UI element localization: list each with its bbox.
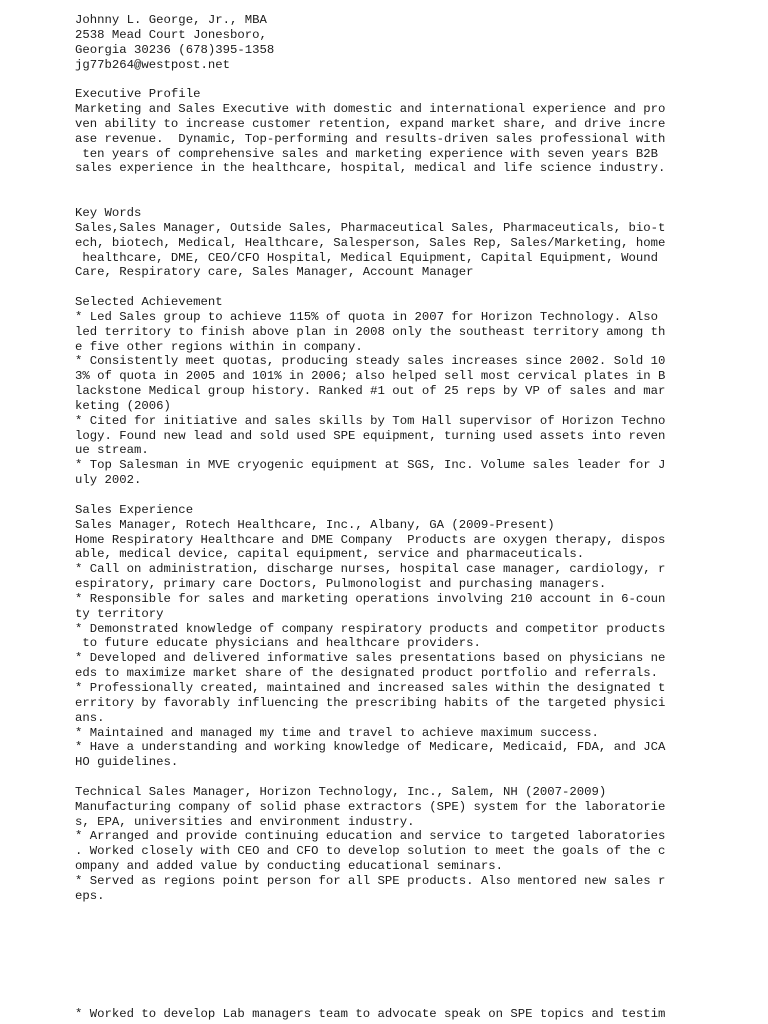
text-line: e five other regions within in company. xyxy=(75,339,363,354)
contact-email: jg77b264@westpost.net xyxy=(75,57,230,72)
spacer xyxy=(75,191,755,206)
text-line: * Professionally created, maintained and increased sales within the designated t xyxy=(75,680,666,695)
contact-address-line2: Georgia 30236 (678)395-1358 xyxy=(75,42,275,57)
job-title: Sales Manager, Rotech Healthcare, Inc., Albany, GA (2009-Present) xyxy=(75,517,555,532)
text-line: Marketing and Sales Executive with domestic and international experience and pro xyxy=(75,102,666,117)
text-line: * Responsible for sales and marketing operations involving 210 account in 6-coun xyxy=(75,591,666,606)
text-line: ue stream. xyxy=(75,443,149,458)
text-line: * Led Sales group to achieve 115% of quota in 2007 for Horizon Technology. Also xyxy=(75,309,658,324)
section-heading: Sales Experience xyxy=(75,502,194,517)
text-line: Home Respiratory Healthcare and DME Company Products are oxygen therapy, dispos xyxy=(75,532,666,547)
text-line: * Have a understanding and working knowledge of Medicare, Medicaid, FDA, and JCA xyxy=(75,740,666,755)
text-line: Care, Respiratory care, Sales Manager, Account Manager xyxy=(75,265,474,280)
text-line: * Developed and delivered informative sales presentations based on physicians ne xyxy=(75,651,666,666)
contact-name: Johnny L. George, Jr., MBA xyxy=(75,13,267,27)
spacer xyxy=(75,176,755,191)
text-line: ompany and added value by conducting educational seminars. xyxy=(75,859,504,874)
text-line: espiratory, primary care Doctors, Pulmonologist and purchasing managers. xyxy=(75,577,607,592)
text-line: 3% of quota in 2005 and 101% in 2006; also helped sell most cervical plates in B xyxy=(75,369,666,384)
text-line: ase revenue. Dynamic, Top-performing and results-driven sales professional with xyxy=(75,131,666,146)
text-line: lackstone Medical group history. Ranked #1 out of 25 reps by VP of sales and mar xyxy=(75,384,666,399)
spacer xyxy=(75,280,755,295)
page-bottom-line: * Worked to develop Lab managers team to advocate speak on SPE topics and testim xyxy=(75,1007,666,1021)
resume-page xyxy=(75,13,755,904)
experience-section xyxy=(75,503,755,904)
contact-address-line1: 2538 Mead Court Jonesboro, xyxy=(75,27,267,42)
profile-section xyxy=(75,87,755,176)
job-title: Technical Sales Manager, Horizon Technology, Inc., Salem, NH (2007-2009) xyxy=(75,784,607,799)
text-line: * Consistently meet quotas, producing steady sales increases since 2002. Sold 10 xyxy=(75,354,666,369)
spacer xyxy=(75,770,755,785)
text-line: eds to maximize market share of the designated product portfolio and referrals. xyxy=(75,666,658,681)
contact-block xyxy=(75,13,755,72)
text-line: eps. xyxy=(75,888,105,903)
spacer xyxy=(75,72,755,87)
text-line: . Worked closely with CEO and CFO to develop solution to meet the goals of the c xyxy=(75,844,666,859)
text-line: sales experience in the healthcare, hospital, medical and life science industry. xyxy=(75,161,666,176)
text-line: keting (2006) xyxy=(75,398,171,413)
text-line: * Top Salesman in MVE cryogenic equipment at SGS, Inc. Volume sales leader for J xyxy=(75,458,666,473)
spacer xyxy=(75,488,755,503)
text-line: ech, biotech, Medical, Healthcare, Salesperson, Sales Rep, Sales/Marketing, home xyxy=(75,235,666,250)
text-line: able, medical device, capital equipment, service and pharmaceuticals. xyxy=(75,547,585,562)
text-line: ven ability to increase customer retention, expand market share, and drive incre xyxy=(75,116,666,131)
text-line: HO guidelines. xyxy=(75,755,179,770)
section-heading: Selected Achievement xyxy=(75,295,223,310)
text-line: s, EPA, universities and environment industry. xyxy=(75,814,415,829)
text-line: led territory to finish above plan in 2008 only the southeast territory among th xyxy=(75,324,666,339)
text-line: * Cited for initiative and sales skills by Tom Hall supervisor of Horizon Techno xyxy=(75,413,666,428)
text-line: Sales,Sales Manager, Outside Sales, Pharmaceutical Sales, Pharmaceuticals, bio-t xyxy=(75,220,666,235)
job-entry-horizon xyxy=(75,785,755,904)
text-line: ty territory xyxy=(75,606,164,621)
section-heading: Executive Profile xyxy=(75,87,201,102)
text-line: ans. xyxy=(75,710,105,725)
text-line: logy. Found new lead and sold used SPE equipment, turning used assets into reven xyxy=(75,428,666,443)
text-line: to future educate physicians and healthcare providers. xyxy=(75,636,481,651)
text-line: * Demonstrated knowledge of company respiratory products and competitor products xyxy=(75,621,666,636)
text-line: Manufacturing company of solid phase extractors (SPE) system for the laboratorie xyxy=(75,799,666,814)
text-line: * Arranged and provide continuing education and service to targeted laboratories xyxy=(75,829,666,844)
achievements-section xyxy=(75,295,755,488)
text-line: * Maintained and managed my time and travel to achieve maximum success. xyxy=(75,725,599,740)
text-line: ten years of comprehensive sales and marketing experience with seven years B2B xyxy=(75,146,658,161)
section-heading: Key Words xyxy=(75,205,142,220)
text-line: erritory by favorably influencing the prescribing habits of the targeted physici xyxy=(75,695,666,710)
text-line: uly 2002. xyxy=(75,473,142,488)
text-line: healthcare, DME, CEO/CFO Hospital, Medical Equipment, Capital Equipment, Wound xyxy=(75,250,658,265)
text-line: * Call on administration, discharge nurses, hospital case manager, cardiology, r xyxy=(75,562,666,577)
text-line: * Served as regions point person for all SPE products. Also mentored new sales r xyxy=(75,873,666,888)
keywords-section xyxy=(75,206,755,280)
job-entry-rotech xyxy=(75,518,755,770)
